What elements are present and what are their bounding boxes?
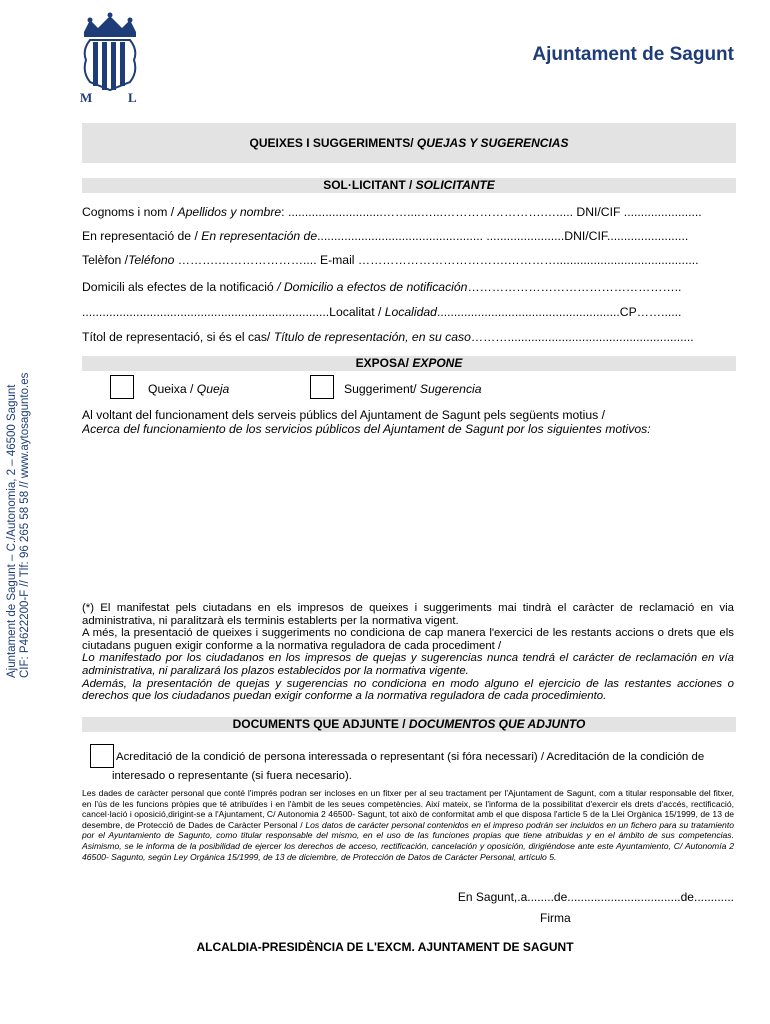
phone-email-field[interactable]: Telèfon /Teléfono ……….………………….... E-mail ……………………………….………….......................................... [82, 253, 699, 267]
complaint-label: Queixa / Queja [148, 382, 230, 396]
reasons-label: Al voltant del funcionament dels serveis públics del Ajuntament de Sagunt pels següents motius / [82, 408, 606, 422]
reasons-label-es: Acerca del funcionamiento de los servicios públicos del Ajuntament de Sagunt por los siguientes motivos: [82, 422, 651, 436]
accreditation-checkbox[interactable] [90, 744, 114, 768]
organization-title: Ajuntament de Sagunt [532, 44, 734, 65]
side-contact-text [6, 358, 46, 678]
suggestion-checkbox[interactable] [310, 375, 334, 399]
applicant-section-heading: SOL·LICITANT / SOLICITANTE [82, 178, 736, 193]
logo-letter-left: M [80, 90, 93, 105]
representation-title-field[interactable]: Títol de representació, si és el cas/ Título de representación, en su caso………....................................................... [82, 330, 694, 344]
accreditation-label-cont: interesado o representante (si fuera necesario). [112, 770, 352, 782]
logo-letter-right: L [128, 90, 137, 105]
form-title-band [82, 123, 736, 163]
side-contact-line: CIF: P4622200-F // Tlf: 96 265 58 58 // www.aytosagunto.es [19, 372, 31, 678]
statement-section-heading: EXPOSA/ EXPONE [82, 356, 736, 371]
representation-field[interactable]: En representació de / En representación de................................................. .......................DNI/CIF........................ [82, 229, 689, 243]
form-title: QUEIXES I SUGGERIMENTS/ [249, 136, 414, 150]
notice-paragraph: (*) El manifestat pels ciutadans en els impresos de queixes i suggeriments mai tindrà el caràcter de reclamació en via administrativa, ni paralitzarà els terminis establerts per la normativa vigent. A més, la presentació de queixes i suggeriments no condiciona de cap manera l'exercici de les restants accions o drets que els ciutadans puguen exigir conforme a la normativa reguladora de cada procediment / Lo manifestado por los ciudadanos en los impresos de quejas y sugerencias nunca tendrá el carácter de reclamación en vía administrativa, ni paralizará los plazos establecidos por la normativa vigente. Además, la presentación de quejas y sugerencias no condiciona en modo alguno el ejercicio de las restantes acciones o derechos que los ciudadanos puedan exigir conforme a la normativa reguladora de cada procedimiento. [82, 602, 734, 703]
locality-field[interactable]: .........................................................................Localitat / Localidad......................................................CP……...... [82, 305, 682, 319]
signature-label: Firma [540, 911, 571, 925]
complaint-checkbox[interactable] [110, 375, 134, 399]
suggestion-label: Suggeriment/ Sugerencia [344, 382, 482, 396]
side-address-line: Ajuntament de Sagunt – C./Autonomia, 2 – 46500 Sagunt [6, 384, 18, 678]
recipient-footer: ALCALDIA-PRESIDÈNCIA DE L'EXCM. AJUNTAMENT DE SAGUNT [196, 940, 574, 954]
documents-section-heading: DOCUMENTS QUE ADJUNTE / DOCUMENTOS QUE ADJUNTO [82, 717, 736, 732]
reasons-textarea[interactable] [82, 440, 734, 590]
coat-of-arms-logo [70, 10, 150, 110]
name-field[interactable]: Cognoms i nom / Apellidos y nombre: ............................……....…...…………………….…..... DNI/CIF ....................... [82, 205, 702, 219]
date-line[interactable]: En Sagunt,.a........de..................................de............ [457, 890, 734, 904]
address-field[interactable]: Domicili als efectes de la notificació / Domicilio a efectos de notificación…………………………………………….. [82, 280, 682, 294]
accreditation-label: Acreditació de la condició de persona interessada o representant (si fóra necessari) / Acreditación de la condición de [116, 751, 705, 763]
privacy-notice: Les dades de caràcter personal que conté l'imprés podran ser incloses en un fitxer per al seu tractament per l'Ajuntament de Sagunt, com a titular responsable del fitxer, en l'ús de les funcions pròpies que té atribuïdes i en l'àmbit de les seues competències. Així mateix, se l'informa de la possibilitat d'exercir els drets d'accés, rectificació, cancel·lació i oposició,dirigint-se a l'Ajuntament, C/ Autonomia 2 46500- Sagunt, tot això de conformitat amb el que disposa l'article 5 de la Llei Orgànica 15/1999, de 13 de desembre, de Protecció de Dades de Caràcter Personal / Los datos de carácter personal contenidos en el impreso podrán ser incluidos en un fichero para su tratamiento por el Ayuntamiento de Sagunto, como titular responsable del mismo, en el uso de las funciones propias que tiene atribuidas y en el ámbito de sus competencias. Asimismo, se le informa de la posibilidad de ejercer los derechos de acceso, rectificación, cancelación y oposición, dirigiéndose ante este Ayuntamiento, C/ Autonomía 2 46500- Sagunto, según Ley Orgánica 15/1999, de 13 de diciembre, de Protección de Datos de Carácter Personal, artículo 5. [82, 788, 734, 862]
form-title-es: QUEJAS Y SUGERENCIAS [413, 136, 569, 150]
